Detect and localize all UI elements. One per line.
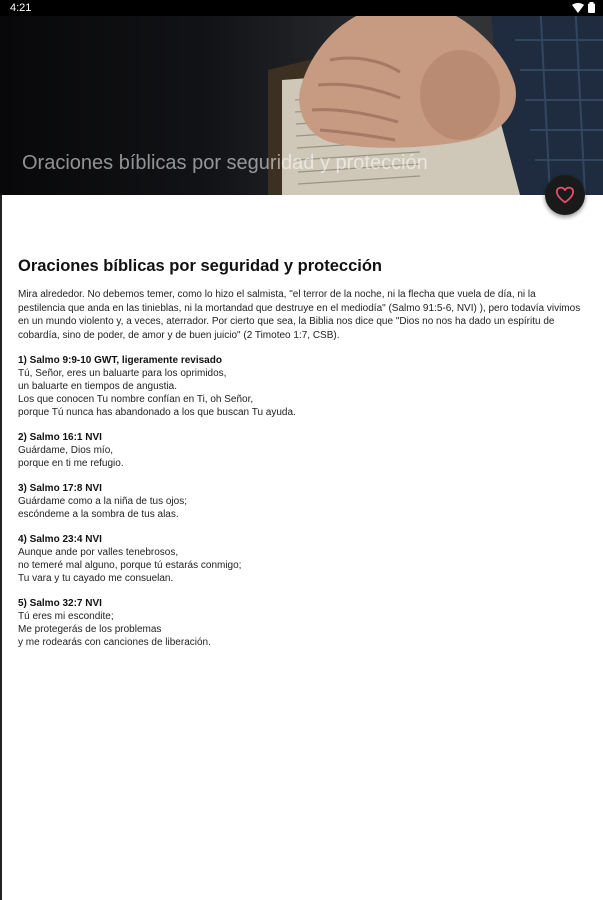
prayer-line: no temeré mal alguno, porque tú estarás conmigo; — [18, 560, 242, 571]
article-intro: Mira alrededor. No debemos temer, como lo hizo el salmista, "el terror de la noche, ni la flecha que vuela de día, ni la pestilencia que anda en las tinieblas, ni la mortandad que destruye en el mediodía" (Salmo 91:5-6, NVI) ), pero todavía vivimos en un mundo violento y, a veces, aterrador. Por cierto que sea, la Biblia nos dice que "Dios no nos ha dado un espíritu de cobardía, sino de poder, de amor y de buen juicio" (2 Timoteo 1:7, CSB). — [18, 289, 581, 341]
prayer-reference: 2) Salmo 16:1 NVI — [18, 432, 102, 443]
prayer-item — [18, 482, 585, 521]
prayer-line: Tu vara y tu cayado me consuelan. — [18, 573, 174, 584]
favorite-button[interactable] — [545, 175, 585, 215]
prayer-line: y me rodearás con canciones de liberación. — [18, 637, 211, 648]
prayer-line: Los que conocen Tu nombre confían en Ti, oh Señor, — [18, 394, 254, 405]
prayer-item — [18, 354, 585, 419]
status-bar — [0, 0, 603, 16]
prayer-line: escóndeme a la sombra de tus alas. — [18, 509, 179, 520]
status-icons — [572, 2, 595, 13]
prayer-reference: 4) Salmo 23:4 NVI — [18, 534, 102, 545]
prayer-line: porque en ti me refugio. — [18, 458, 124, 469]
prayer-item — [18, 597, 585, 649]
prayer-item — [18, 431, 585, 470]
wifi-icon — [572, 3, 584, 13]
prayer-line: Guárdame como a la niña de tus ojos; — [18, 496, 187, 507]
status-time: 4:21 — [10, 2, 32, 14]
prayer-line: Tú eres mi escondite; — [18, 611, 114, 622]
prayer-line: Guárdame, Dios mío, — [18, 445, 114, 456]
article-title: Oraciones bíblicas por seguridad y protección — [18, 257, 383, 275]
prayer-reference: 5) Salmo 32:7 NVI — [18, 598, 102, 609]
prayer-item — [18, 533, 585, 585]
prayer-line: porque Tú nunca has abandonado a los que buscan Tu ayuda. — [18, 407, 296, 418]
prayer-line: Tú, Señor, eres un baluarte para los oprimidos, — [18, 368, 227, 379]
heart-outline-icon — [555, 186, 575, 204]
article-content — [0, 195, 603, 649]
prayer-reference: 3) Salmo 17:8 NVI — [18, 483, 102, 494]
prayer-line: un baluarte en tiempos de angustia. — [18, 381, 177, 392]
prayer-line: Me protegerás de los problemas — [18, 624, 162, 635]
hero-title: Oraciones bíblicas por seguridad y protección — [22, 152, 428, 174]
hero-image — [0, 0, 603, 195]
prayer-reference: 1) Salmo 9:9-10 GWT, ligeramente revisado — [18, 355, 222, 366]
battery-icon — [588, 2, 595, 13]
prayer-line: Aunque ande por valles tenebrosos, — [18, 547, 179, 558]
